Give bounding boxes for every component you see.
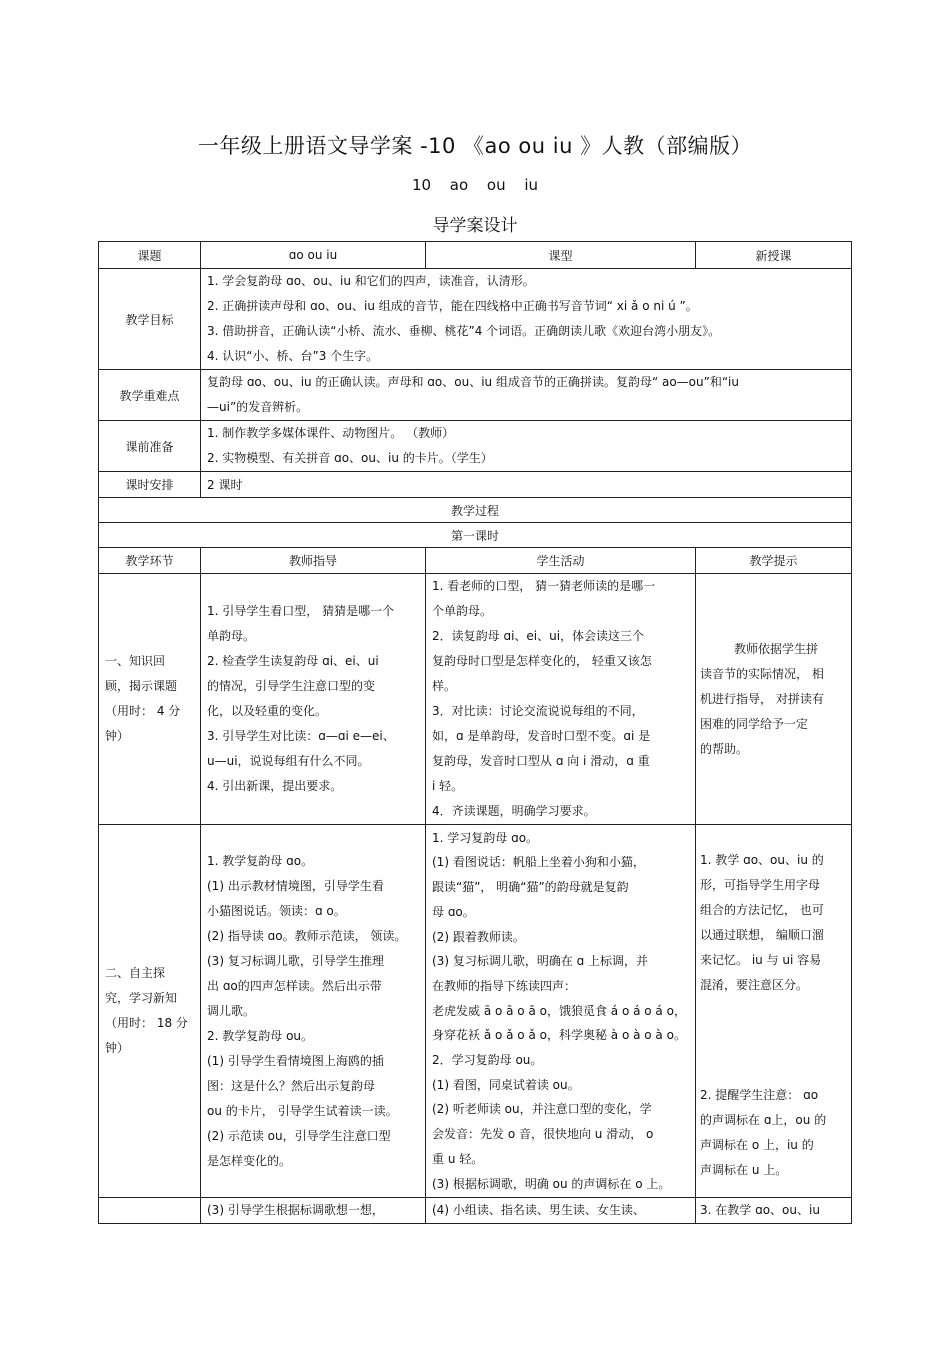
teacher-line: 2. 检查学生读复韵母 ɑi、ei、ui bbox=[207, 654, 379, 668]
teacher-guidance bbox=[201, 574, 426, 825]
stage-line: 顾，揭示课题 bbox=[105, 679, 178, 693]
student-line: 跟读“猫”， 明确“猫”的韵母就是复韵 bbox=[432, 880, 629, 895]
teacher-line: (1) 出示教材情境图，引导学生看 bbox=[207, 878, 384, 893]
student-line: 2．读复韵母 ɑi、ei、ui，体会读这三个 bbox=[432, 629, 645, 643]
student-line: (1) 看图，同桌试着读 ou。 bbox=[432, 1077, 580, 1092]
teacher-line: ou 的卡片， 引导学生试着读一读。 bbox=[207, 1103, 398, 1118]
student-line: 3．对比读：讨论交流说说每组的不同， bbox=[432, 704, 644, 718]
teacher-guidance bbox=[201, 825, 426, 1198]
column-header-row bbox=[99, 548, 852, 574]
student-line: 复韵母时口型是怎样变化的， 轻重又该怎 bbox=[432, 654, 652, 668]
schedule-value: 2 课时 bbox=[201, 472, 852, 498]
student-line: (3) 根据标调歌，明确 ou 的声调标在 o 上。 bbox=[432, 1176, 671, 1191]
hint-line: 2. 提醒学生注意： ɑo bbox=[700, 1087, 819, 1102]
col-header-student: 学生活动 bbox=[426, 548, 696, 574]
teacher-line: 4. 引出新课，提出要求。 bbox=[207, 779, 343, 793]
first-lesson-row bbox=[99, 523, 852, 548]
goal-line: 3. 借助拼音，正确认读“小桥、流水、垂柳、桃花”4 个词语。正确朗读儿歌《欢迎台湾小朋友》。 bbox=[207, 324, 721, 338]
student-line: i 轻。 bbox=[432, 779, 464, 793]
stage-line: 二、自主探 bbox=[105, 966, 166, 980]
student-line: 身穿花袄 ǎ o ǎ o ǎ o，科学奥秘 à o à o à o。 bbox=[432, 1028, 686, 1043]
key-points-content bbox=[201, 370, 852, 421]
student-line: (4) 小组读、指名读、男生读、女生读、 bbox=[432, 1203, 645, 1217]
prep-line: 1. 制作教学多媒体课件、动物图片。 （教师） bbox=[207, 426, 455, 440]
document-title: 一年级上册语文导学案 -10 《ao ou iu 》人教（部编版） bbox=[197, 134, 753, 158]
teacher-line: (2) 示范读 ou，引导学生注意口型 bbox=[207, 1128, 391, 1143]
teacher-line: 1. 引导学生看口型， 猜猜是哪一个 bbox=[207, 604, 395, 618]
hint-line: 形，可指导学生用字母 bbox=[700, 877, 821, 892]
hint-line: 来记忆。 iu 与 ui 容易 bbox=[700, 952, 822, 967]
stage-line: （用时： 18 分 bbox=[105, 1016, 188, 1030]
teacher-line: u—ui，说说每组有什么不同。 bbox=[207, 754, 370, 768]
hint-line: 的帮助。 bbox=[700, 741, 749, 756]
student-line: (1) 看图说话：帆船上坐着小狗和小猫， bbox=[432, 855, 645, 870]
key-point-line: 复韵母 ɑo、ou、iu 的正确认读。声母和 ɑo、ou、iu 组成音节的正确拼读。复韵母“ ao—ou”和“iu bbox=[207, 375, 739, 389]
teacher-line: 1. 教学复韵母 ɑo。 bbox=[207, 853, 314, 868]
first-lesson-title: 第一课时 bbox=[99, 523, 852, 548]
hint-line: 声调标在 u 上。 bbox=[700, 1162, 788, 1177]
hint-line: 困难的同学给予一定 bbox=[700, 716, 809, 731]
stage-label bbox=[99, 825, 201, 1198]
hint-line: 机进行指导， 对拼读有 bbox=[700, 691, 824, 706]
goal-line: 4. 认识“小、桥、台”3 个生字。 bbox=[207, 349, 379, 363]
col-header-stage: 教学环节 bbox=[99, 548, 201, 574]
goals-content bbox=[201, 269, 852, 370]
prep-label: 课前准备 bbox=[99, 421, 201, 472]
student-line: 样。 bbox=[432, 679, 457, 693]
schedule-row bbox=[99, 472, 852, 498]
stage-row bbox=[99, 1198, 852, 1224]
stage-label bbox=[99, 574, 201, 825]
teaching-hint bbox=[696, 574, 852, 825]
student-activity bbox=[426, 1198, 696, 1224]
student-line: (3) 复习标调儿歌，明确在 ɑ 上标调，并 bbox=[432, 954, 649, 969]
teacher-line: 化，以及轻重的变化。 bbox=[207, 704, 328, 718]
lesson-plan-table bbox=[98, 241, 852, 1224]
section-heading: 导学案设计 bbox=[432, 216, 518, 236]
student-line: 如，ɑ 是单韵母，发音时口型不变。ɑi 是 bbox=[432, 729, 651, 743]
stage-row bbox=[99, 574, 852, 825]
teaching-hint bbox=[696, 1198, 852, 1224]
goal-line: 1. 学会复韵母 ɑo、ou、iu 和它们的四声，读准音，认清形。 bbox=[207, 274, 535, 288]
stage-line: 究，学习新知 bbox=[105, 991, 178, 1005]
stage-line: 钟） bbox=[105, 729, 130, 743]
student-line: 老虎发威 ā o ā o ā o，饿狼觅食 á o á o á o， bbox=[432, 1003, 686, 1018]
stage-line: 一、知识回 bbox=[105, 654, 166, 668]
student-line: 4．齐读课题，明确学习要求。 bbox=[432, 804, 596, 818]
lesson-type-label: 课型 bbox=[426, 242, 696, 269]
hint-line: 3. 在教学 ɑo、ou、iu bbox=[700, 1203, 820, 1217]
teacher-line: (2) 指导读 ɑo。教师示范读， 领读。 bbox=[207, 928, 407, 943]
stage-row bbox=[99, 825, 852, 1198]
teacher-line: 2. 教学复韵母 ou。 bbox=[207, 1028, 314, 1043]
stage-line: 钟） bbox=[105, 1041, 130, 1055]
student-line: 复韵母，发音时口型从 ɑ 向 i 滑动，ɑ 重 bbox=[432, 754, 650, 768]
student-line: (2) 听老师读 ou，并注意口型的变化，学 bbox=[432, 1102, 652, 1117]
teacher-line: 3. 引导学生对比读：ɑ—ɑi e—ei、 bbox=[207, 729, 395, 743]
teacher-line: (1) 引导学生看情境图上海鸥的插 bbox=[207, 1053, 384, 1068]
process-title-row bbox=[99, 498, 852, 523]
prep-line: 2. 实物模型、有关拼音 ɑo、ou、iu 的卡片。（学生） bbox=[207, 451, 493, 465]
hint-line: 声调标在 o 上，iu 的 bbox=[700, 1137, 814, 1152]
student-line: (2) 跟着教师读。 bbox=[432, 929, 525, 944]
lesson-type-value: 新授课 bbox=[696, 242, 852, 269]
teacher-line: 单韵母。 bbox=[207, 629, 256, 643]
hint-line: 混淆，要注意区分。 bbox=[700, 977, 809, 992]
schedule-label: 课时安排 bbox=[99, 472, 201, 498]
student-activity bbox=[426, 825, 696, 1198]
student-line: 个单韵母。 bbox=[432, 604, 493, 618]
student-line: 母 ɑo。 bbox=[432, 904, 475, 919]
prep-content bbox=[201, 421, 852, 472]
topic-label: 课题 bbox=[99, 242, 201, 269]
goals-row bbox=[99, 269, 852, 370]
key-points-row bbox=[99, 370, 852, 421]
document-subtitle: 10 ao ou iu bbox=[411, 176, 539, 194]
process-title: 教学过程 bbox=[99, 498, 852, 523]
hint-line: 以通过联想， 编顺口溜 bbox=[700, 927, 824, 942]
topic-value: ɑo ou iu bbox=[201, 242, 426, 269]
goal-line: 2. 正确拼读声母和 ɑo、ou、iu 组成的音节，能在四线格中正确书写音节词“ xi ǎ o ni ú ”。 bbox=[207, 299, 698, 313]
hint-line: 1. 教学 ɑo、ou、iu 的 bbox=[700, 852, 824, 867]
topic-row bbox=[99, 242, 852, 269]
teacher-line: 出 ɑo的四声怎样读。然后出示带 bbox=[207, 978, 382, 993]
teacher-line: 的情况，引导学生注意口型的变 bbox=[207, 679, 376, 693]
key-point-line: —ui”的发音辨析。 bbox=[207, 400, 309, 414]
col-header-hint: 教学提示 bbox=[696, 548, 852, 574]
hint-line: 的声调标在 ɑ上，ou 的 bbox=[700, 1112, 827, 1127]
teaching-hint bbox=[696, 825, 852, 1198]
student-line: 会发音：先发 o 音，很快地向 u 滑动， o bbox=[432, 1127, 654, 1142]
student-line: 在教师的指导下练读四声： bbox=[432, 978, 577, 993]
teacher-line: 小猫图说话。领读：ɑ o。 bbox=[207, 903, 346, 918]
teacher-guidance bbox=[201, 1198, 426, 1224]
student-activity bbox=[426, 574, 696, 825]
goals-label: 教学目标 bbox=[99, 269, 201, 370]
stage-line: （用时： 4 分 bbox=[105, 704, 181, 718]
teacher-line: 调儿歌。 bbox=[207, 1003, 256, 1018]
prep-row bbox=[99, 421, 852, 472]
col-header-teacher: 教师指导 bbox=[201, 548, 426, 574]
hint-line: 读音节的实际情况， 相 bbox=[700, 666, 824, 681]
hint-line: 教师依据学生拼 bbox=[734, 641, 819, 656]
stage-label bbox=[99, 1198, 201, 1224]
teacher-line: (3) 复习标调儿歌，引导学生推理 bbox=[207, 953, 384, 968]
student-line: 1. 学习复韵母 ɑo。 bbox=[432, 830, 539, 845]
teacher-line: (3) 引导学生根据标调歌想一想， bbox=[207, 1203, 384, 1217]
student-line: 1. 看老师的口型， 猜一猜老师读的是哪一 bbox=[432, 579, 656, 593]
teacher-line: 是怎样变化的。 bbox=[207, 1153, 292, 1168]
student-line: 重 u 轻。 bbox=[432, 1151, 484, 1166]
key-points-label: 教学重难点 bbox=[99, 370, 201, 421]
hint-line: 组合的方法记忆， 也可 bbox=[700, 902, 824, 917]
teacher-line: 图：这是什么？然后出示复韵母 bbox=[207, 1078, 376, 1093]
student-line: 2．学习复韵母 ou。 bbox=[432, 1053, 543, 1068]
